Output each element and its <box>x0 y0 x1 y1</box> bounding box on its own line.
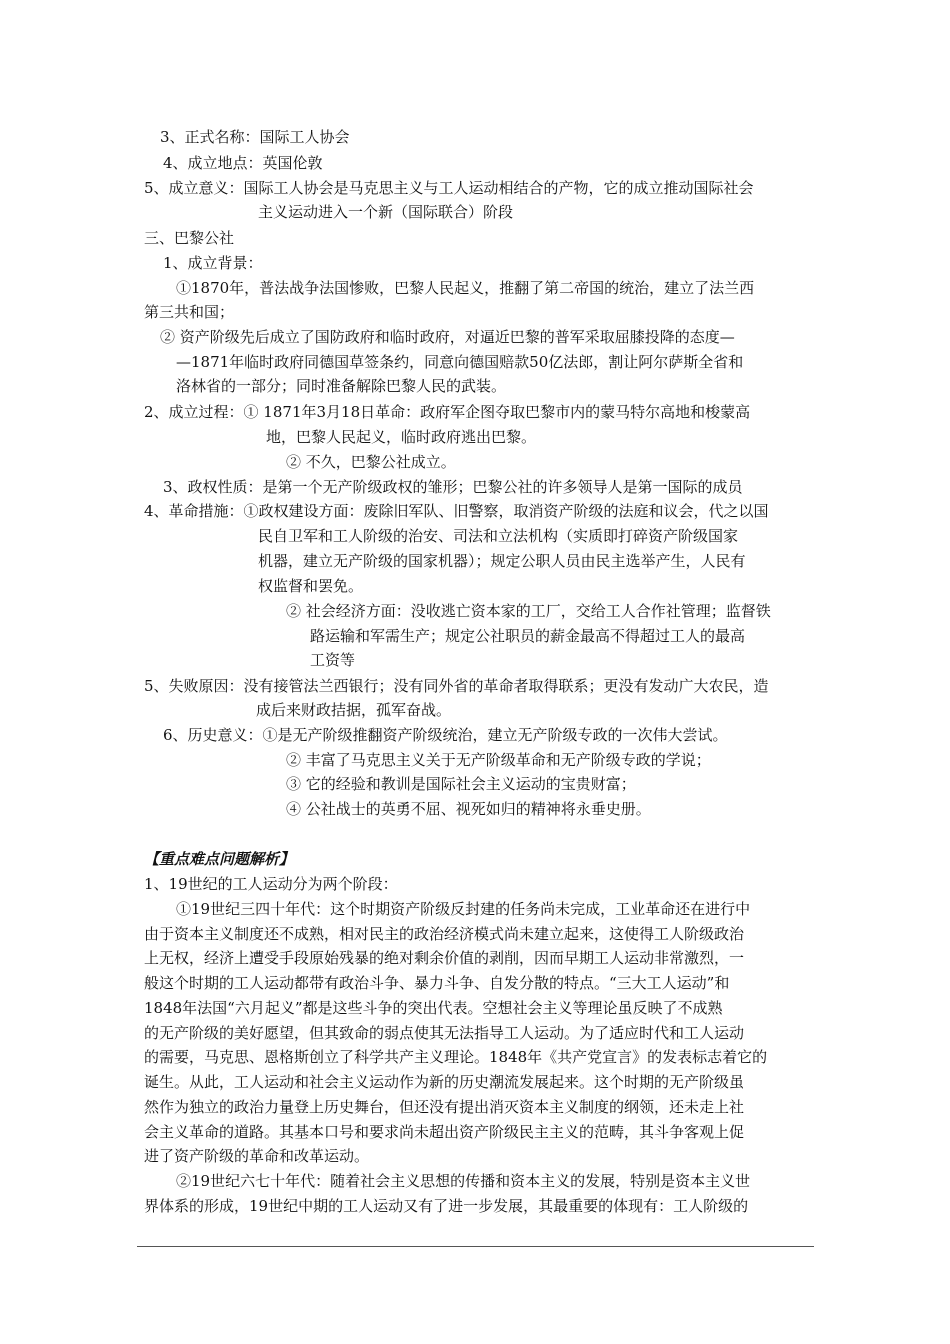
text-line: 般这个时期的工人运动都带有政治斗争、暴力斗争、自发分散的特点。“三大工人运动”和 <box>144 974 730 992</box>
text-line: ②19世纪六七十年代：随着社会主义思想的传播和资本主义的发展，特别是资本主义世 <box>176 1172 751 1190</box>
text-line: 4、革命措施：①政权建设方面：废除旧军队、旧警察，取消资产阶级的法庭和议会，代之以国 <box>144 502 769 520</box>
text-line: 工资等 <box>310 651 356 669</box>
text-line: 权监督和罢免。 <box>258 577 364 595</box>
text-line: 1、成立背景： <box>163 254 263 272</box>
text-line: 由于资本主义制度还不成熟，相对民主的政治经济模式尚未建立起来，这使得工人阶级政治 <box>144 925 745 943</box>
text-line: 洛林省的一部分；同时准备解除巴黎人民的武装。 <box>176 377 507 395</box>
text-line: 成后来财政拮据，孤军奋战。 <box>256 701 452 719</box>
text-line: ④ 公社战士的英勇不屈、视死如归的精神将永垂史册。 <box>286 800 651 818</box>
section-title: 三、巴黎公社 <box>144 229 235 247</box>
text-line: 然作为独立的政治力量登上历史舞台，但还没有提出消灭资本主义制度的纲领，还未走上社 <box>144 1098 745 1116</box>
text-line: 机器，建立无产阶级的国家机器）；规定公职人员由民主选举产生，人民有 <box>258 552 746 570</box>
text-line: 地，巴黎人民起义，临时政府逃出巴黎。 <box>266 428 537 446</box>
text-line: —1871年临时政府同德国草签条约，同意向德国赔款50亿法郎，割让阿尔萨斯全省和 <box>176 353 744 371</box>
text-line: 进了资产阶级的革命和改革运动。 <box>144 1147 370 1165</box>
text-line: 5、失败原因：没有接管法兰西银行；没有同外省的革命者取得联系；更没有发动广大农民，造 <box>144 677 769 695</box>
text-line: ② 资产阶级先后成立了国防政府和临时政府，对逼近巴黎的普军采取屈膝投降的态度— <box>160 328 735 346</box>
text-line: 上无权，经济上遭受手段原始残暴的绝对剩余价值的剥削，因而早期工人运动非常激烈，一 <box>144 949 745 967</box>
text-line: ③ 它的经验和教训是国际社会主义运动的宝贵财富； <box>286 775 636 793</box>
text-line: ② 丰富了马克思主义关于无产阶级革命和无产阶级专政的学说； <box>286 751 711 769</box>
text-line: 诞生。从此，工人运动和社会主义运动作为新的历史潮流发展起来。这个时期的无产阶级虽 <box>144 1073 745 1091</box>
text-line: 路运输和军需生产；规定公社职员的薪金最高不得超过工人的最高 <box>310 627 746 645</box>
text-line: 4、成立地点：英国伦敦 <box>163 154 323 172</box>
text-line: 2、成立过程：① 1871年3月18日革命：政府军企图夺取巴黎市内的蒙马特尔高地和梭蒙高 <box>144 403 751 421</box>
text-line: 3、政权性质：是第一个无产阶级政权的雏形；巴黎公社的许多领导人是第一国际的成员 <box>163 478 743 496</box>
text-line: 界体系的形成，19世纪中期的工人运动又有了进一步发展，其最重要的体现有：工人阶级的 <box>144 1197 749 1215</box>
text-line: 的需要，马克思、恩格斯创立了科学共产主义理论。1848年《共产党宣言》的发表标志着它的 <box>144 1048 768 1066</box>
text-line: ② 不久，巴黎公社成立。 <box>286 453 456 471</box>
text-line: 主义运动进入一个新（国际联合）阶段 <box>258 203 514 221</box>
text-line: 会主义革命的道路。其基本口号和要求尚未超出资产阶级民主主义的范畴，其斗争客观上促 <box>144 1123 745 1141</box>
text-line: 5、成立意义：国际工人协会是马克思主义与工人运动相结合的产物，它的成立推动国际社会 <box>144 179 754 197</box>
footer-divider <box>137 1246 814 1247</box>
text-line: ② 社会经济方面：没收逃亡资本家的工厂，交给工人合作社管理；监督铁 <box>286 602 771 620</box>
text-line: 3、正式名称：国际工人协会 <box>160 128 350 146</box>
text-line: 1、19世纪的工人运动分为两个阶段： <box>144 875 398 893</box>
text-line: 6、历史意义：①是无产阶级推翻资产阶级统治，建立无产阶级专政的一次伟大尝试。 <box>163 726 728 744</box>
text-line: 的无产阶级的美好愿望，但其致命的弱点使其无法指导工人运动。为了适应时代和工人运动 <box>144 1024 745 1042</box>
text-line: 1848年法国“六月起义”都是这些斗争的突出代表。空想社会主义等理论虽反映了不成熟 <box>144 999 723 1017</box>
text-line: 第三共和国； <box>144 303 235 321</box>
text-line: ①19世纪三四十年代：这个时期资产阶级反封建的任务尚未完成，工业革命还在进行中 <box>176 900 751 918</box>
text-line: 民自卫军和工人阶级的治安、司法和立法机构（实质即打碎资产阶级国家 <box>258 527 739 545</box>
section-heading: 【重点难点问题解析】 <box>144 850 295 868</box>
text-line: ①1870年，普法战争法国惨败，巴黎人民起义，推翻了第二帝国的统治，建立了法兰西 <box>176 279 755 297</box>
